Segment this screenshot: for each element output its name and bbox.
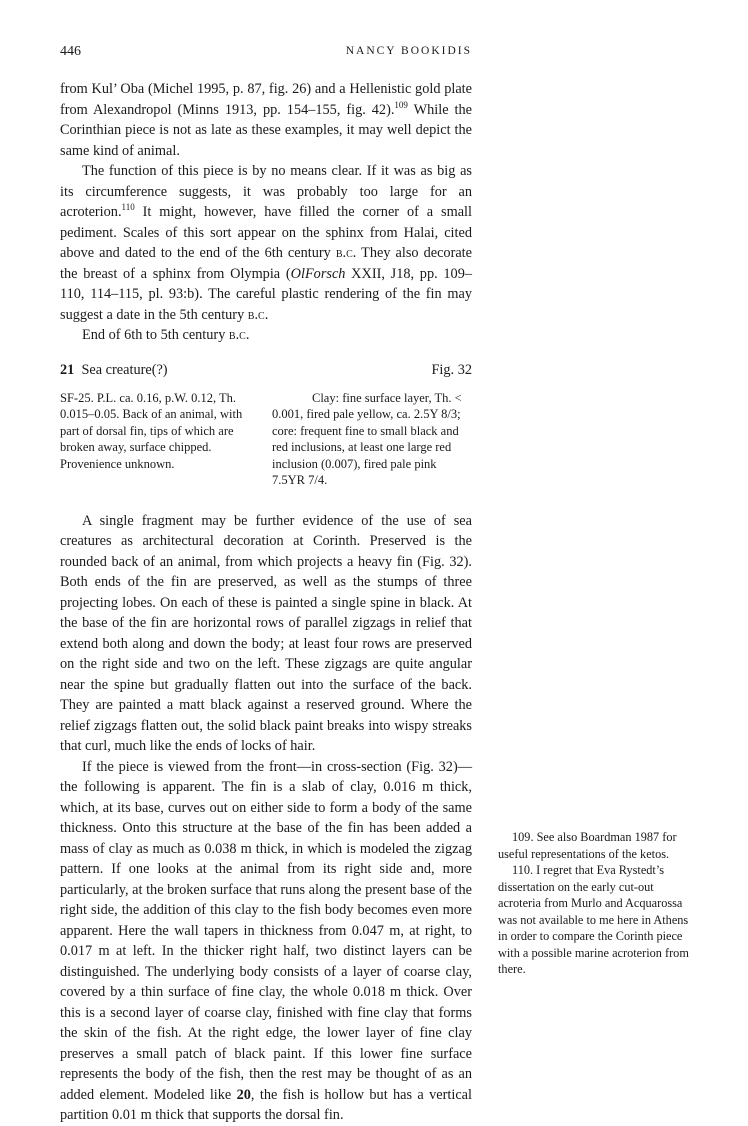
footnote-ref-109[interactable]: 109 — [394, 99, 408, 110]
paragraph-1: from Kul’ Oba (Michel 1995, p. 87, fig. 26) and a Hellenistic gold plate from Alexandropol (Minns 1913, pp. 154–155, fig. 42).$^{109}$ While the Corinthian piece is not as late as these examples, it may well depict the same kind of animal. — [60, 81, 472, 159]
date-line: End of 6th to 5th century b.c. — [82, 327, 250, 343]
page-number: 446 — [60, 44, 81, 59]
footnote-109: 109. See also Boardman 1987 for useful representations of the ketos. — [498, 830, 677, 861]
running-head: NANCY BOOKIDIS — [345, 45, 472, 57]
catalog-number: 21 — [60, 361, 75, 378]
catalog-clay: Clay: fine surface layer, Th. < 0.001, fired pale yellow, ca. 2.5Y 8/3; core: frequent fine to small black and red inclusions, at least one large red inclusion (0.007), fired pale pink 7.5YR 7/4. — [272, 390, 462, 487]
paragraph-3: A single fragment may be further evidence of the use of sea creatures as architectural decoration at Corinth. Preserved is the rounded back of an animal, from which projects a heavy fin (Fig. 32). Both ends of the fin are preserved, as well as the stumps of three projecting lobes. On each of these is painted a single spine in black. At the base of the fin are horizontal rows of parallel zigzags in relief that extend both along and down the body; at least four rows are preserved on the right side and two on the left. These zigzags are quite angular near the spine but gradually flatten out into the surface of the back. They are painted a matt black against a reserved ground. Where the relief zigzags flatten out, the solid black paint breaks into wispy streaks that curl, much like the ends of locks of hair. — [60, 512, 472, 754]
catalog-entry — [60, 390, 472, 489]
paragraph-2: The function of this piece is by no means clear. If it was as big as its circumference suggests, it was probably too large for an acroterion.$^{110}$ It might, however, have filled the corner of a small pediment. Scales of this sort appear on the sphinx from Halai, cited above and dated to the end of the 6th century b.c. They also decorate the breast of a sphinx from Olympia (OlForsch XXII, J18, pp. 109–110, 114–115, pl. 93:b). The careful plastic rendering of the fin may suggest a date in the 5th century b.c. — [60, 163, 472, 323]
main-text — [60, 79, 472, 1126]
footnote-110: 110. I regret that Eva Rystedt’s dissertation on the early cut-out acroteria from Murlo and Acquarossa was not available to me here in Athens in order to compare the Corinth piece with a possible marine acroterion from there. — [498, 863, 689, 976]
paragraph-4: If the piece is viewed from the front—in cross-section (Fig. 32)—the following is apparent. The fin is a slab of clay, 0.016 m thick, which, at its base, curves out on either side to form a body of the same thickness. Onto this structure at the base of the fin has been added a mass of clay as much as 0.038 m thick, in which is modeled the zigzag pattern. If one looks at the animal from its right side and, more particularly, at the broken surface that runs along the present base of the right side, the addition of this clay to the fish body becomes even more apparent. Here the wall tapers in thickness from 0.047 m, at right, to 0.017 m at left. In the thicker right half, two distinct layers can be distinguished. The underlying body consists of a layer of coarse clay, covered by a thin surface of fine clay, the whole 0.018 m thick. Over this is a second layer of coarse clay, finished with fine clay that forms the skin of the fish. At the right edge, the lower layer of fine clay preserves a small patch of black paint. If this lower fine surface represents the body of the fish, then the rest may be thought of as an added element. Modeled like 20, the fish is hollow but has a vertical partition 0.01 m thick that supports the dorsal fin. — [60, 758, 472, 1123]
catalog-heading — [60, 360, 472, 380]
footnotes — [498, 829, 698, 978]
figure-reference[interactable]: Fig. 32 — [431, 361, 472, 378]
catalog-title: Sea creature(?) — [81, 361, 168, 378]
page-header — [60, 44, 472, 64]
catalog-description: SF-25. P.L. ca. 0.16, p.W. 0.12, Th. 0.015–0.05. Back of an animal, with part of dorsal fin, tips of which are broken away, surface chipped. Provenience unknown. — [60, 390, 243, 471]
footnote-ref-110[interactable]: 110 — [121, 202, 135, 213]
